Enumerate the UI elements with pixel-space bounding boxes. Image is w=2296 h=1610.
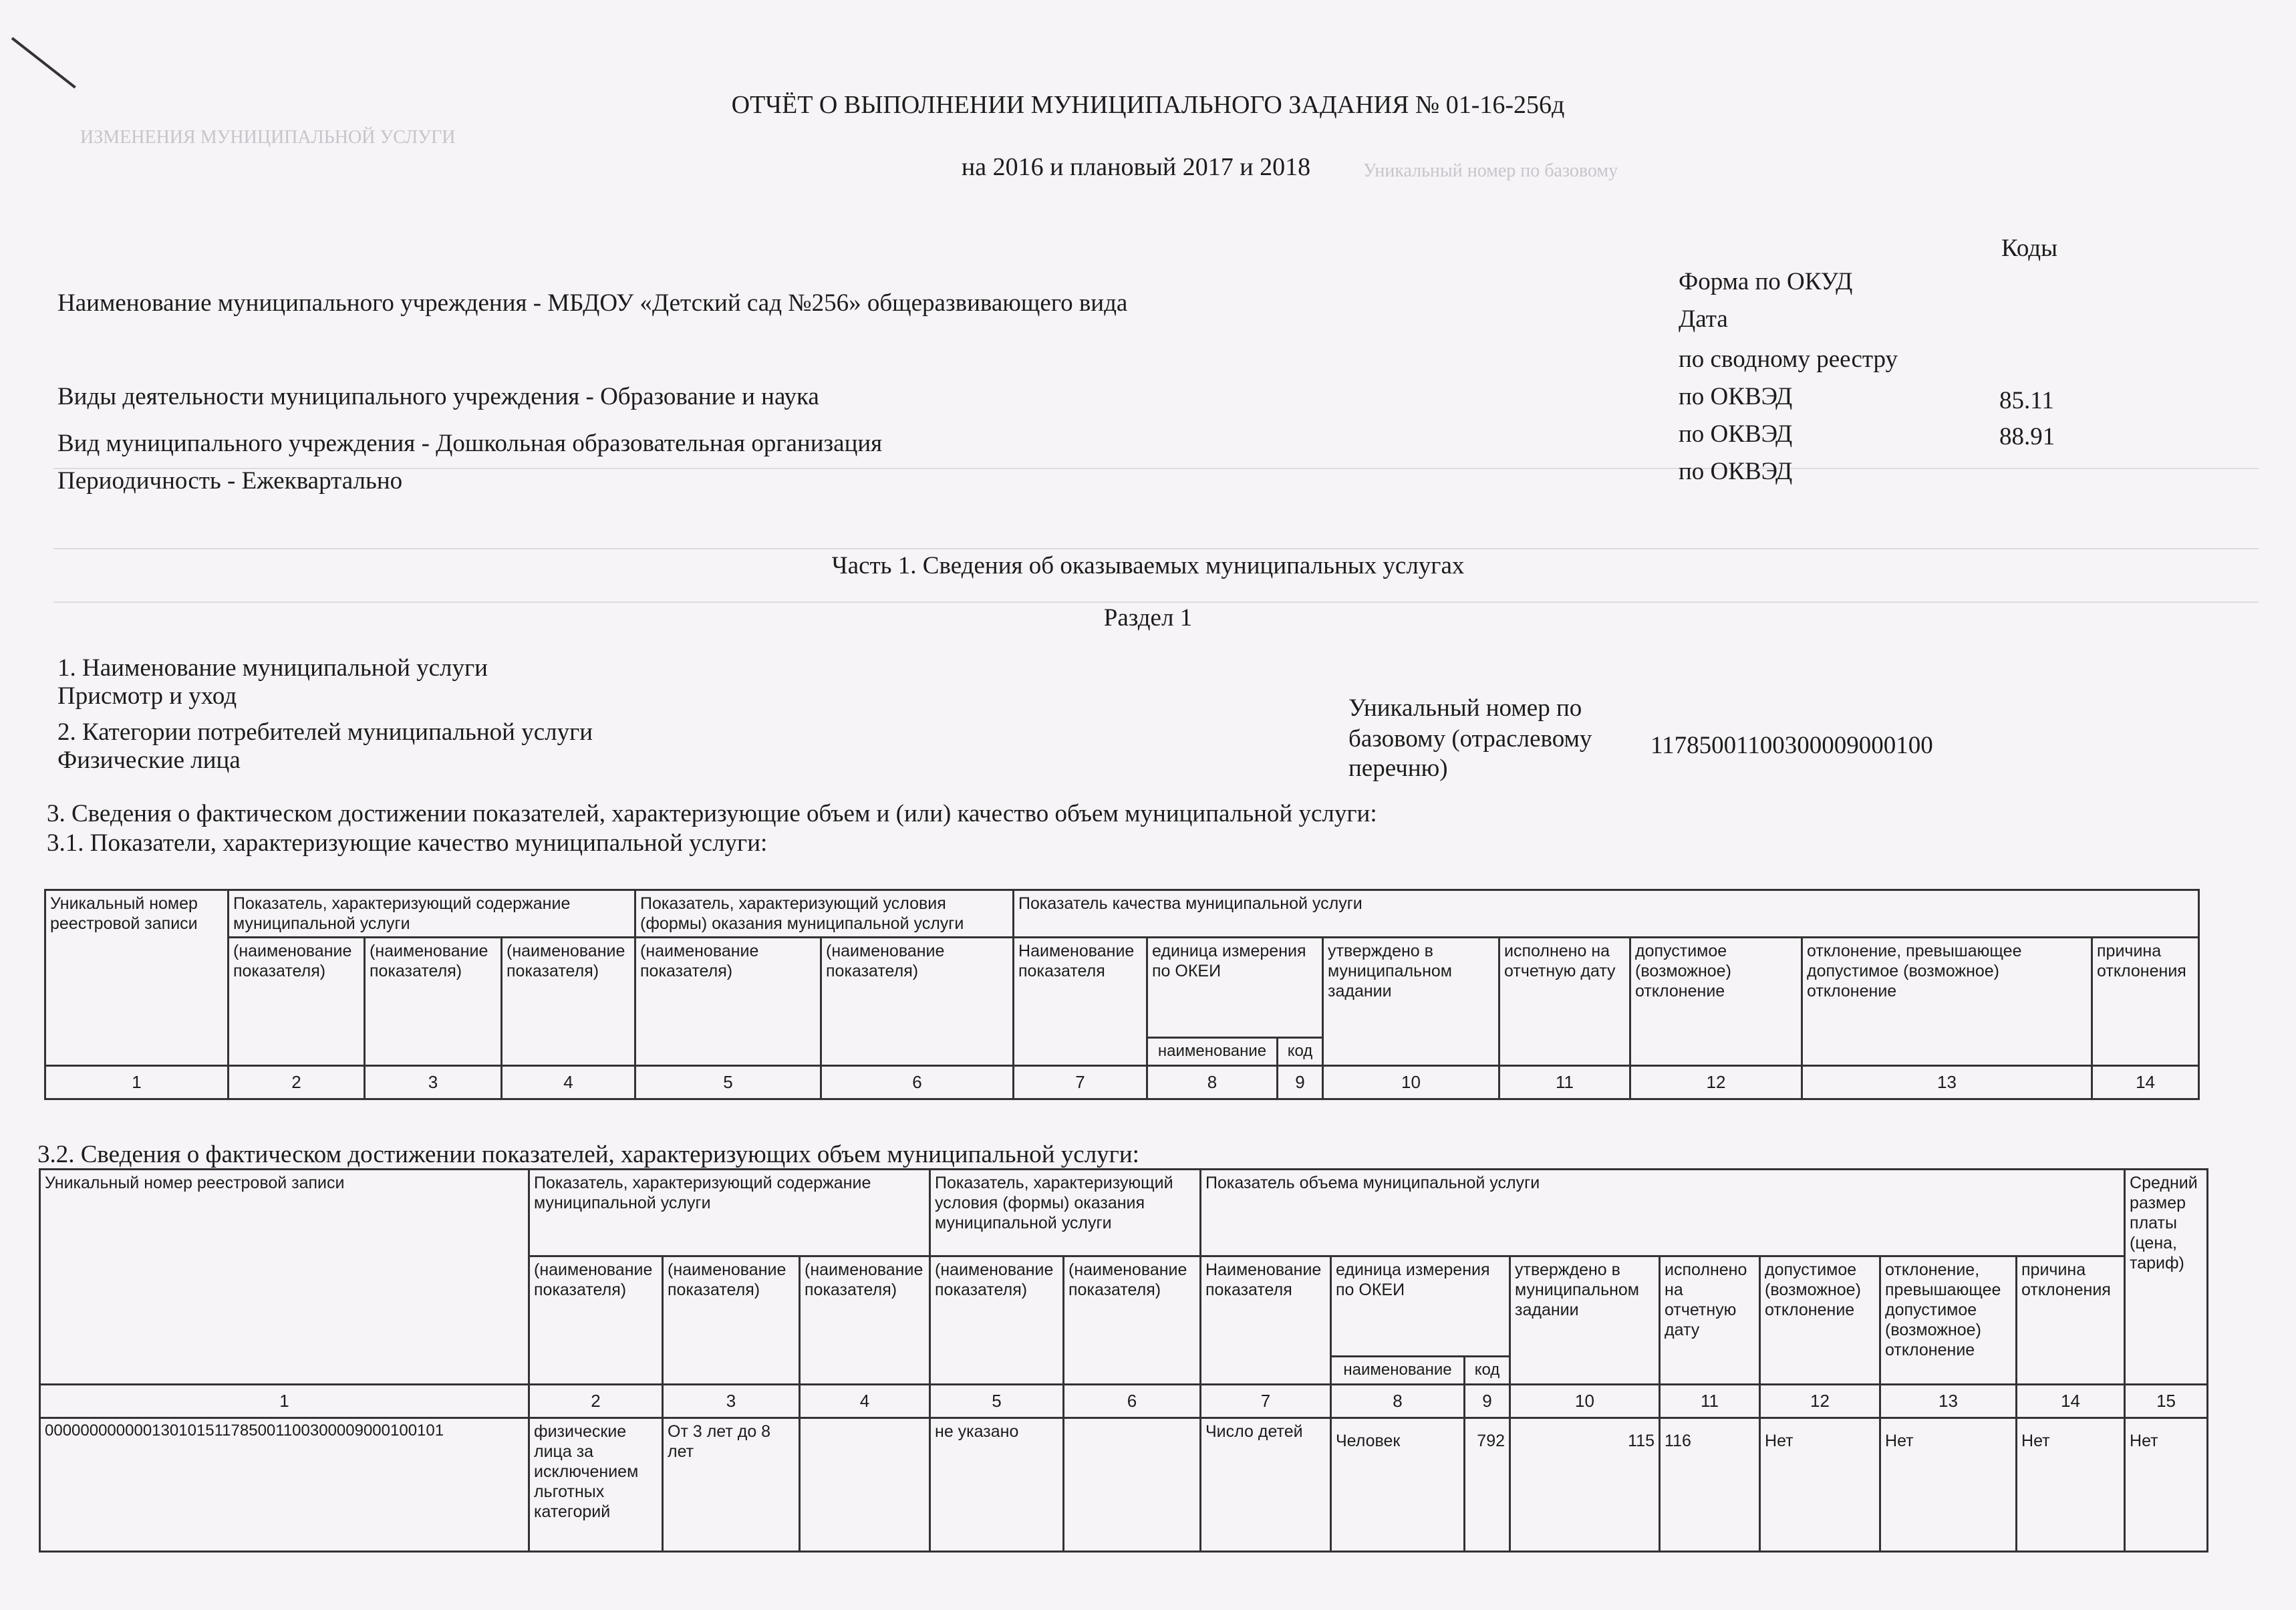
column-number: 5: [930, 1385, 1064, 1418]
cell-reason: Нет: [2017, 1418, 2125, 1552]
report-title: ОТЧЁТ О ВЫПОЛНЕНИИ МУНИЦИПАЛЬНОГО ЗАДАНИЯ № 01-16-256д: [731, 91, 1565, 119]
column-number: 14: [2092, 1066, 2199, 1099]
header-volume-name: Наименование показателя: [1201, 1256, 1331, 1385]
header-allowed-deviation: допустимое (возможное) отклонение: [1630, 938, 1802, 1066]
cell-empty: [1064, 1418, 1201, 1552]
code-label: по ОКВЭД: [1679, 458, 1793, 485]
code-label: Дата: [1679, 305, 1728, 333]
column-number: 1: [45, 1066, 229, 1099]
pen-mark: [11, 37, 76, 88]
header-deviation-reason: причина отклонения: [2092, 938, 2199, 1066]
header-done: исполнено на отчетную дату: [1499, 938, 1630, 1066]
header-volume-indicator: Показатель объема муниципальной услуги: [1201, 1170, 2125, 1256]
header-unit-name: наименование: [1331, 1357, 1465, 1385]
section3-heading: 3. Сведения о фактическом достижении показателей, характеризующие объем и (или) качество объем муниципальной услуги:: [47, 800, 1377, 827]
unique-number-label: базовому (отраслевому: [1348, 725, 1592, 753]
column-number: 13: [1802, 1066, 2092, 1099]
column-number: 11: [1660, 1385, 1760, 1418]
report-subtitle: на 2016 и плановый 2017 и 2018: [961, 153, 1311, 181]
section32-heading: 3.2. Сведения о фактическом достижении показателей, характеризующих объем муниципальной услуги:: [37, 1141, 1139, 1168]
cell-consumers: физические лица за исключением льготных категорий: [529, 1418, 663, 1552]
header-indicator-name: (наименование показателя): [229, 938, 365, 1066]
header-conditions-indicator: Показатель, характеризующий условия (формы) оказания муниципальной услуги: [635, 890, 1014, 938]
code-label: Форма по ОКУД: [1679, 268, 1853, 295]
bleed-through-line: [53, 601, 2259, 603]
header-unit-code: код: [1278, 1038, 1323, 1066]
part-title: Часть 1. Сведения об оказываемых муниципальных услугах: [831, 552, 1465, 579]
bleed-through-text: ИЗМЕНЕНИЯ МУНИЦИПАЛЬНОЙ УСЛУГИ: [80, 127, 456, 148]
header-unique-number: Уникальный номер реестровой записи: [40, 1170, 529, 1385]
institution-type: Вид муниципального учреждения - Дошкольная образовательная организация: [57, 430, 883, 457]
code-value: 88.91: [1999, 423, 2055, 450]
column-number: 6: [1064, 1385, 1201, 1418]
cell-unit-name: Человек: [1331, 1418, 1465, 1552]
cell-exceeding: Нет: [1880, 1418, 2017, 1552]
column-number: 10: [1510, 1385, 1660, 1418]
cell-approved: 115: [1510, 1418, 1660, 1552]
volume-indicators-table: [39, 1168, 2208, 1553]
column-number: 15: [2125, 1385, 2208, 1418]
header-indicator-name: (наименование показателя): [365, 938, 502, 1066]
cell-form: не указано: [930, 1418, 1064, 1552]
cell-indicator: Число детей: [1201, 1418, 1331, 1552]
header-quality-name: Наименование показателя: [1014, 938, 1147, 1066]
column-number: 4: [502, 1066, 635, 1099]
column-number: 14: [2017, 1385, 2125, 1418]
service-name-label: 1. Наименование муниципальной услуги: [57, 654, 488, 682]
column-number: 12: [1630, 1066, 1802, 1099]
header-indicator-name: (наименование показателя): [1064, 1256, 1201, 1385]
column-number: 8: [1147, 1066, 1278, 1099]
column-number: 7: [1201, 1385, 1331, 1418]
consumers-value: Физические лица: [57, 747, 241, 774]
cell-unique-number: 000000000000130101511785001100300009000100101: [40, 1418, 529, 1552]
header-unit: единица измерения по ОКЕИ: [1147, 938, 1323, 1038]
header-indicator-name: (наименование показателя): [635, 938, 821, 1066]
header-indicator-name: (наименование показателя): [800, 1256, 930, 1385]
column-number: 1: [40, 1385, 529, 1418]
header-unit-name: наименование: [1147, 1038, 1278, 1066]
column-number: 9: [1278, 1066, 1323, 1099]
column-number: 2: [229, 1066, 365, 1099]
header-content-indicator: Показатель, характеризующий содержание муниципальной услуги: [529, 1170, 930, 1256]
cell-fee: Нет: [2125, 1418, 2208, 1552]
institution-name: Наименование муниципального учреждения - МБДОУ «Детский сад №256» общеразвивающего вида: [57, 289, 1128, 317]
cell-done: 116: [1660, 1418, 1760, 1552]
cell-empty: [800, 1418, 930, 1552]
cell-age: От 3 лет до 8 лет: [663, 1418, 800, 1552]
service-name: Присмотр и уход: [57, 682, 237, 710]
header-average-fee: Средний размер платы (цена, тариф): [2125, 1170, 2208, 1385]
header-deviation-reason: причина отклонения: [2017, 1256, 2125, 1385]
bleed-through-line: [53, 548, 2259, 549]
header-unit-code: код: [1465, 1357, 1510, 1385]
column-number: 5: [635, 1066, 821, 1099]
code-label: по ОКВЭД: [1679, 383, 1793, 410]
header-indicator-name: (наименование показателя): [663, 1256, 800, 1385]
column-number: 10: [1323, 1066, 1499, 1099]
header-conditions-indicator: Показатель, характеризующий условия (формы) оказания муниципальной услуги: [930, 1170, 1201, 1256]
column-number: 11: [1499, 1066, 1630, 1099]
code-label: по сводному реестру: [1679, 346, 1898, 373]
table-row: [40, 1418, 2208, 1552]
column-number: 8: [1331, 1385, 1465, 1418]
header-allowed-deviation: допустимое (возможное) отклонение: [1760, 1256, 1880, 1385]
header-indicator-name: (наименование показателя): [529, 1256, 663, 1385]
column-number: 6: [821, 1066, 1014, 1099]
header-exceeding-deviation: отклонение, превышающее допустимое (возможное) отклонение: [1880, 1256, 2017, 1385]
header-approved: утверждено в муниципальном задании: [1323, 938, 1499, 1066]
header-exceeding-deviation: отклонение, превышающее допустимое (возможное) отклонение: [1802, 938, 2092, 1066]
column-number: 7: [1014, 1066, 1147, 1099]
header-indicator-name: (наименование показателя): [502, 938, 635, 1066]
header-indicator-name: (наименование показателя): [821, 938, 1014, 1066]
cell-unit-code: 792: [1465, 1418, 1510, 1552]
code-label: по ОКВЭД: [1679, 420, 1793, 448]
section-title: Раздел 1: [1103, 604, 1193, 632]
bleed-through-text: Уникальный номер по базовому: [1363, 160, 1618, 181]
column-number: 13: [1880, 1385, 2017, 1418]
header-content-indicator: Показатель, характеризующий содержание муниципальной услуги: [229, 890, 635, 938]
header-unit: единица измерения по ОКЕИ: [1331, 1256, 1510, 1357]
header-indicator-name: (наименование показателя): [930, 1256, 1064, 1385]
unique-number-label: перечню): [1348, 755, 1448, 782]
consumers-label: 2. Категории потребителей муниципальной услуги: [57, 718, 593, 746]
header-unique-number: Уникальный номер реестровой записи: [45, 890, 229, 1066]
header-done: исполнено на отчетную дату: [1660, 1256, 1760, 1385]
column-number: 3: [663, 1385, 800, 1418]
section31-heading: 3.1. Показатели, характеризующие качество муниципальной услуги:: [47, 829, 768, 857]
quality-indicators-table: [44, 889, 2200, 1100]
cell-allowed: Нет: [1760, 1418, 1880, 1552]
column-number: 9: [1465, 1385, 1510, 1418]
column-number: 12: [1760, 1385, 1880, 1418]
column-number: 3: [365, 1066, 502, 1099]
header-quality-indicator: Показатель качества муниципальной услуги: [1014, 890, 2199, 938]
codes-heading: Коды: [2001, 235, 2057, 262]
code-value: 85.11: [1999, 387, 2054, 414]
periodicity: Периодичность - Ежеквартально: [57, 467, 403, 495]
activity-type: Виды деятельности муниципального учреждения - Образование и наука: [57, 383, 819, 410]
column-number: 2: [529, 1385, 663, 1418]
unique-number-label: Уникальный номер по: [1348, 694, 1582, 722]
unique-number-value: 11785001100300009000100: [1651, 732, 1933, 759]
header-approved: утверждено в муниципальном задании: [1510, 1256, 1660, 1385]
column-number: 4: [800, 1385, 930, 1418]
